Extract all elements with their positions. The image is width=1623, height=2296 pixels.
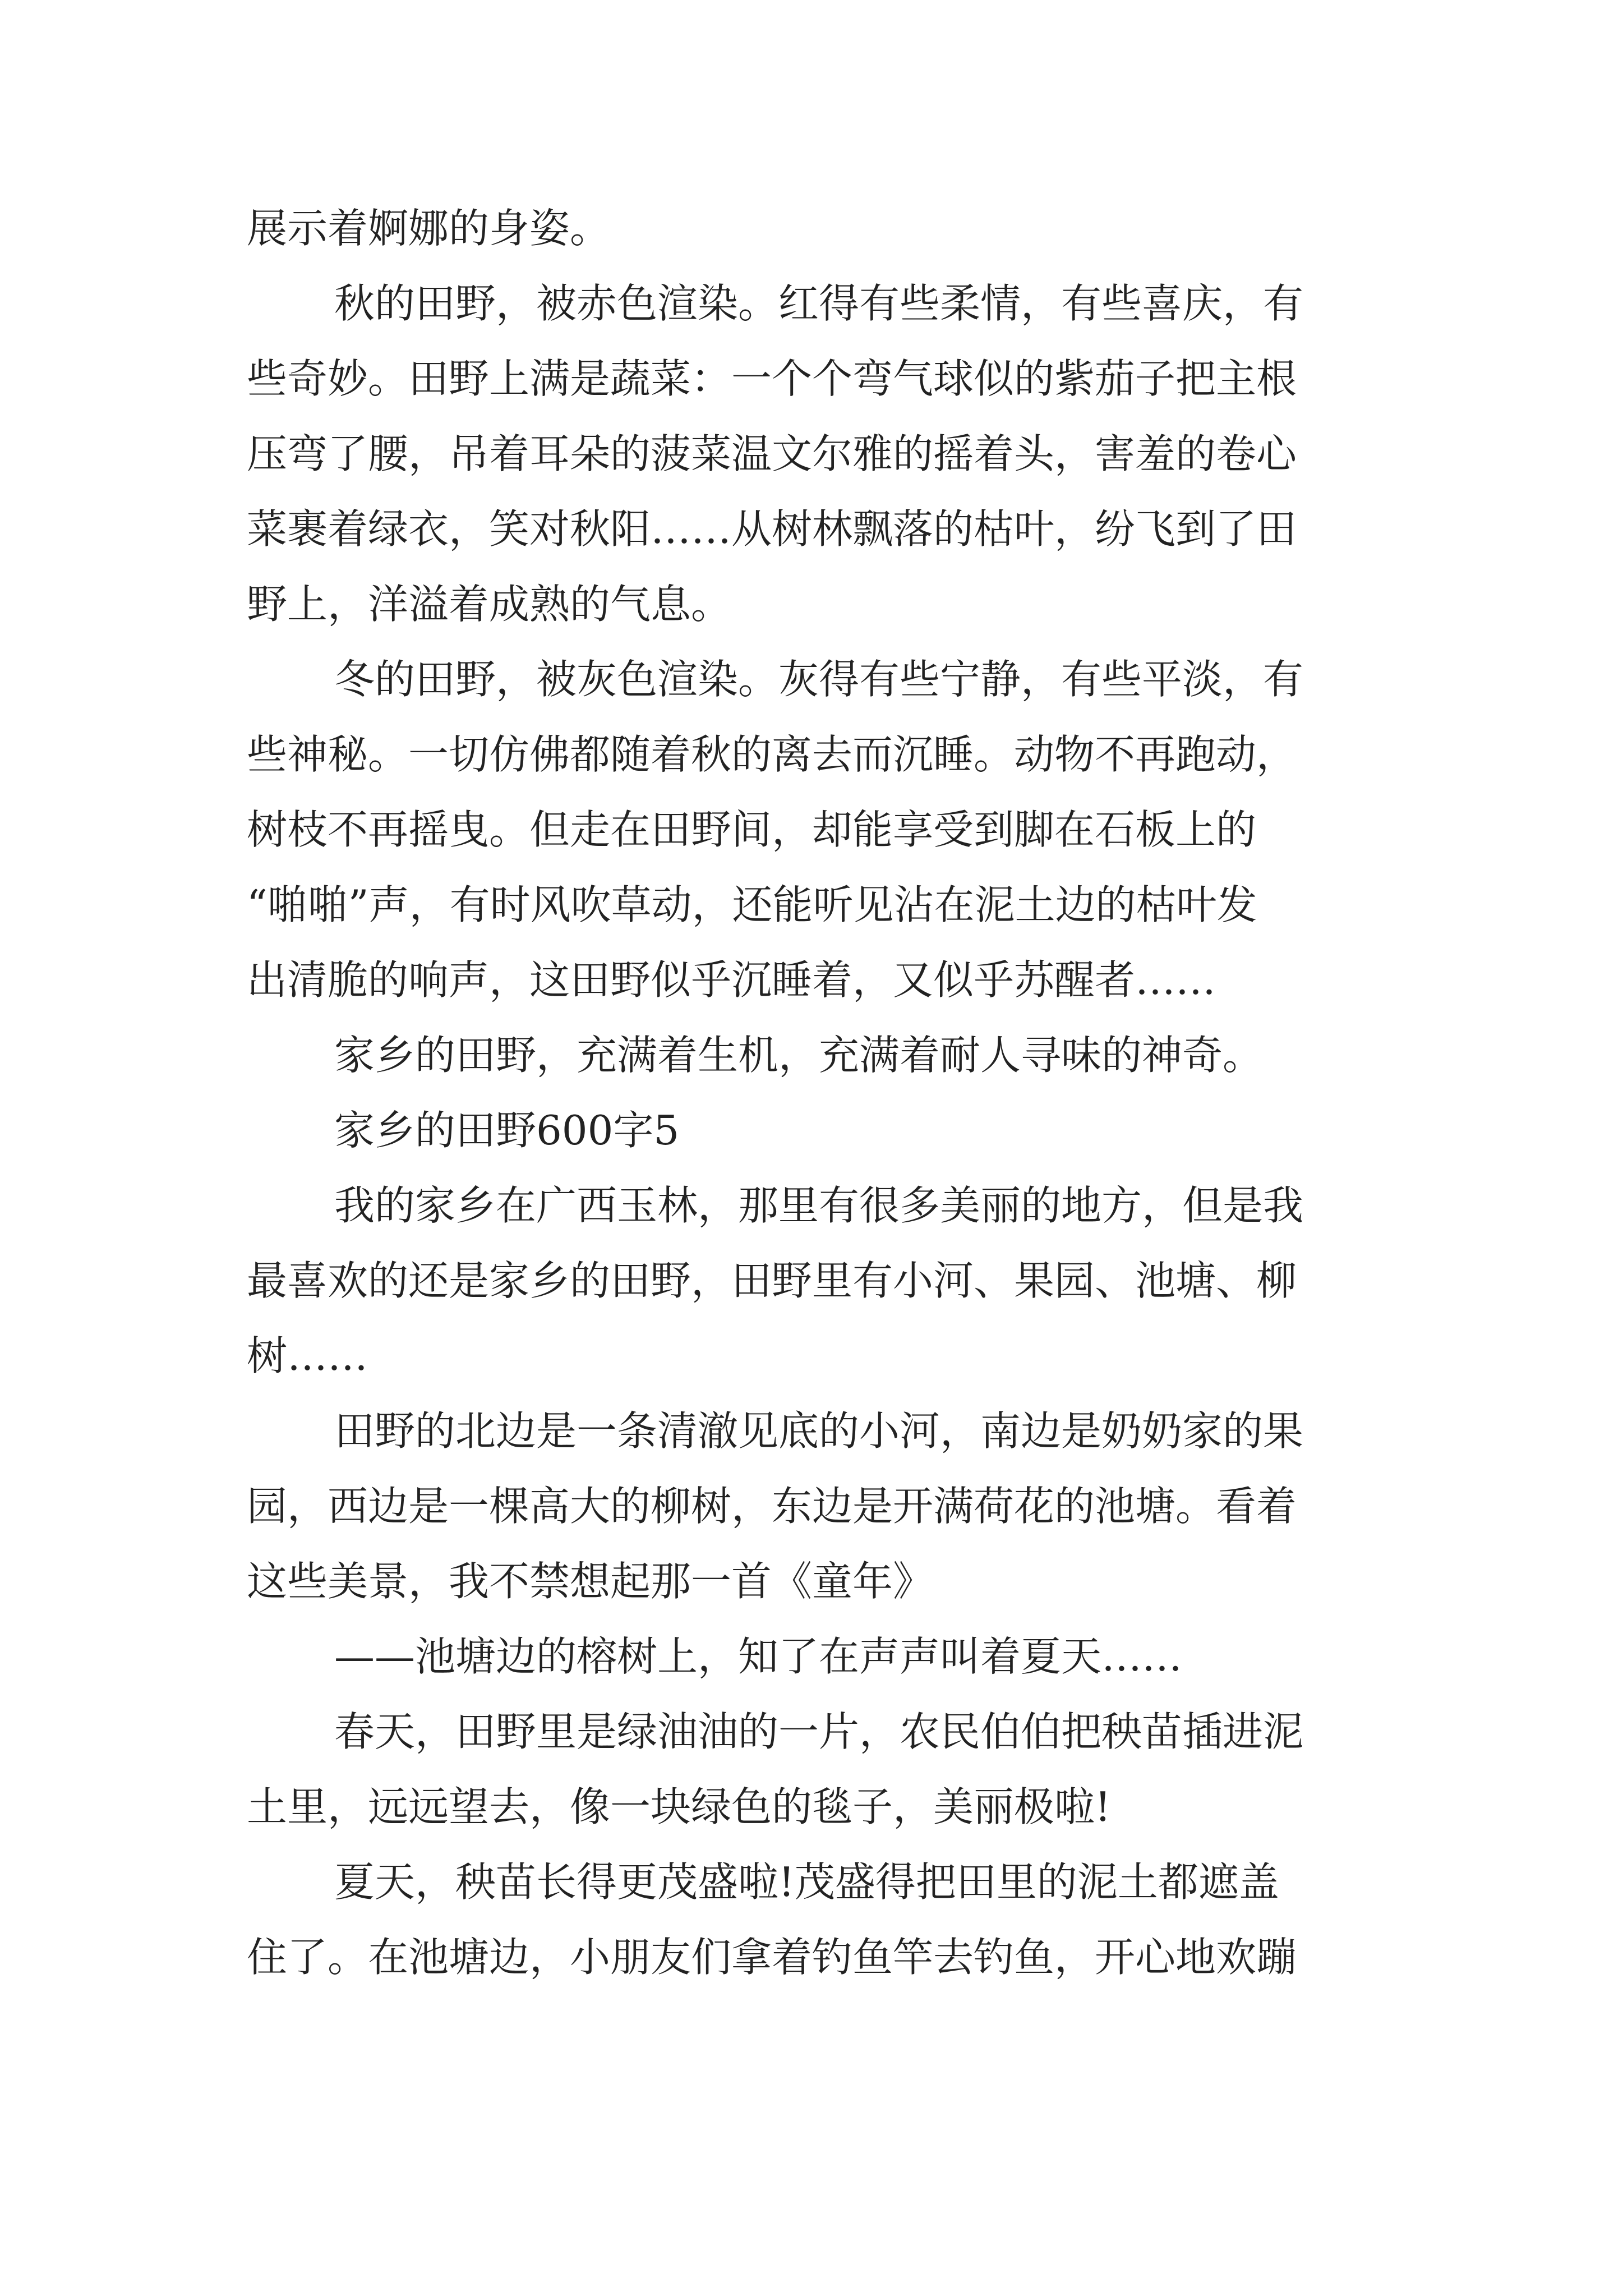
article-body [247, 191, 1385, 1995]
text-line: 冬的田野，被灰色渲染。灰得有些宁静，有些平淡，有 [334, 656, 1304, 703]
text-line: 菜裹着绿衣，笑对秋阳……从树林飘落的枯叶，纷飞到了田 [247, 505, 1297, 553]
text-line: 展示着婀娜的身姿。 [247, 205, 611, 252]
text-line: 这些美景，我不禁想起那一首《童年》 [247, 1558, 934, 1605]
text-line: 最喜欢的还是家乡的田野，田野里有小河、果园、池塘、柳 [247, 1257, 1297, 1304]
text-line: 树枝不再摇曳。但走在田野间，却能享受到脚在石板上的 [247, 806, 1257, 853]
text-line: 田野的北边是一条清澈见底的小河，南边是奶奶家的果 [334, 1407, 1304, 1455]
text-line: 春天，田野里是绿油油的一片，农民伯伯把秧苗插进泥 [334, 1708, 1304, 1755]
text-line: 压弯了腰，吊着耳朵的菠菜温文尔雅的摇着头，害羞的卷心 [247, 430, 1297, 477]
text-line: 出清脆的响声，这田野似乎沉睡着，又似乎苏醒者…… [247, 956, 1216, 1004]
text-line: 夏天，秧苗长得更茂盛啦!茂盛得把田里的泥土都遮盖 [334, 1858, 1279, 1906]
section-heading: 家乡的田野600字5 [334, 1107, 680, 1154]
text-line: 些奇妙。田野上满是蔬菜：一个个弯气球似的紫茄子把主根 [247, 355, 1297, 402]
text-line: 秋的田野，被赤色渲染。红得有些柔情，有些喜庆，有 [334, 280, 1304, 327]
text-line: 野上，洋溢着成熟的气息。 [247, 581, 732, 628]
text-line: 土里，远远望去，像一块绿色的毯子，美丽极啦! [247, 1783, 1111, 1830]
text-line: 园，西边是一棵高大的柳树，东边是开满荷花的池塘。看着 [247, 1483, 1297, 1530]
text-line: 住了。在池塘边，小朋友们拿着钓鱼竿去钓鱼，开心地欢蹦 [247, 1934, 1297, 1981]
text-line: 我的家乡在广西玉林，那里有很多美丽的地方，但是我 [334, 1182, 1304, 1229]
text-line: 家乡的田野，充满着生机，充满着耐人寻味的神奇。 [334, 1032, 1264, 1079]
text-line: “啪啪”声，有时风吹草动，还能听见沾在泥土边的枯叶发 [247, 881, 1257, 928]
text-line: 树…… [247, 1332, 368, 1379]
text-line: 些神秘。一切仿佛都随着秋的离去而沉睡。动物不再跑动， [247, 731, 1297, 778]
text-line: ——池塘边的榕树上，知了在声声叫着夏天…… [334, 1633, 1183, 1680]
